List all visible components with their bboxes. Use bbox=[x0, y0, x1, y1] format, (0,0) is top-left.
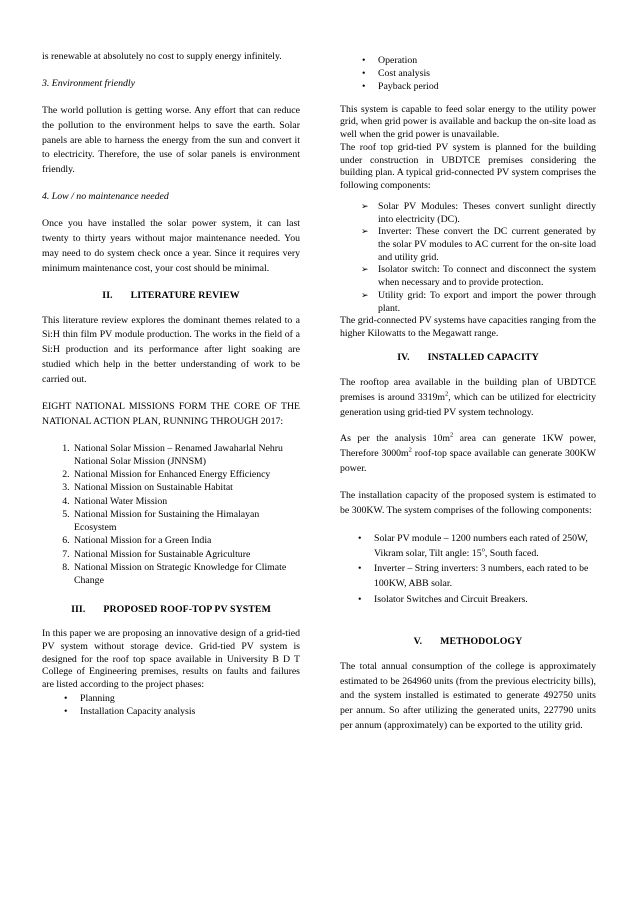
installation-components-list bbox=[340, 531, 596, 607]
paragraph-low-maintenance: Once you have installed the solar power system, it can last twenty to thirty years without major maintenance needed. You may need to do system check once a year. Since it requires very minimum maintenance cost, your cost should be minimal. bbox=[42, 218, 300, 274]
section-number: III. bbox=[71, 604, 86, 616]
section-title: METHODOLOGY bbox=[440, 635, 523, 647]
section-heading-literature-review bbox=[42, 289, 300, 304]
paragraph-missions-heading: EIGHT NATIONAL MISSIONS FORM THE CORE OF THE NATIONAL ACTION PLAN, RUNNING THROUGH 2017: bbox=[42, 401, 300, 427]
list-item: • Operation bbox=[378, 54, 596, 67]
list-item: ➢ Isolator switch: To connect and disconnect the system when necessary and to provide protection. bbox=[378, 264, 596, 289]
paragraph-rooftop-area: The rooftop area available in the building plan of UBDTCE premises is around $3319m^2$, which can be utilized for electricity generation using grid-tied PV system technology. bbox=[340, 376, 596, 418]
list-item: ➢ Utility grid: To export and import the power through plant. bbox=[378, 290, 596, 315]
section-number: V. bbox=[413, 635, 423, 647]
phases-list-continued bbox=[340, 54, 596, 94]
list-item: 4. National Water Mission bbox=[72, 495, 300, 508]
paragraph-proposed-system: In this paper we are proposing an innovative design of a grid-tied PV system without storage device. Grid-tied PV system is designed for the roof top space available in University B D T College of Engineering premises, results on faults and failures are listed according to the project phases: bbox=[42, 628, 300, 691]
list-item: 2. National Mission for Enhanced Energy Efficiency bbox=[72, 468, 300, 481]
paragraph-system-capability: This system is capable to feed solar energy to the utility power grid, when grid power is available and backup the on-site load as well when the grid power is unavailable. bbox=[340, 103, 596, 141]
list-item: • Cost analysis bbox=[378, 67, 596, 80]
section-title: PROPOSED ROOF-TOP PV SYSTEM bbox=[103, 604, 271, 616]
missions-list bbox=[42, 442, 300, 587]
section-title: LITERATURE REVIEW bbox=[130, 289, 240, 301]
list-item: • Solar PV module – 1200 numbers each rated of 250W, Vikram solar, Tilt angle: 15$^o$, South faced. bbox=[374, 531, 596, 561]
paragraph-capacities: The grid-connected PV systems have capacities ranging from the higher Kilowatts to the Megawatt range. bbox=[340, 315, 596, 340]
list-item: 3. National Mission on Sustainable Habitat bbox=[72, 481, 300, 494]
list-item: 8. National Mission on Strategic Knowledge for Climate Change bbox=[72, 561, 300, 587]
list-item: • Inverter – String inverters: 3 numbers, each rated to be 100KW, ABB solar. bbox=[374, 561, 596, 591]
list-item: ➢ Inverter: These convert the DC current generated by the solar PV modules to AC current for the on-site load and utility grid. bbox=[378, 226, 596, 264]
list-item: 5. National Mission for Sustaining the Himalayan Ecosystem bbox=[72, 508, 300, 534]
right-column bbox=[340, 50, 596, 746]
list-item: • Payback period bbox=[378, 80, 596, 93]
list-item: • Installation Capacity analysis bbox=[80, 705, 300, 718]
list-item: 7. National Mission for Sustainable Agriculture bbox=[72, 548, 300, 561]
paragraph-rooftop-system: The roof top grid-tied PV system is planned for the building under construction in UBDTCE premises considering the building plan. A typical grid-connected PV system comprises the following components: bbox=[340, 141, 596, 192]
list-item: 1. National Solar Mission – Renamed Jawaharlal Nehru National Solar Mission (JNNSM) bbox=[72, 442, 300, 468]
paragraph-methodology: The total annual consumption of the college is approximately estimated to be 264960 units (from the previous electricity bills), and the system installed is estimated to generate 492750 units per annum. So after utilizing the generated units, 227790 units per annum (approximately) can be exported to the utility grid. bbox=[340, 660, 596, 732]
phases-list bbox=[42, 692, 300, 718]
section-heading-installed-capacity bbox=[340, 351, 596, 366]
list-item: • Planning bbox=[80, 692, 300, 705]
paragraph-analysis: As per the analysis $10m^2$ area can generate 1KW power, Therefore $3000m^2$ roof-top space available can generate 300KW power. bbox=[340, 432, 596, 475]
list-item: ➢ Solar PV Modules: Theses convert sunlight directly into electricity (DC). bbox=[378, 201, 596, 226]
components-list bbox=[340, 201, 596, 316]
subheading-environment-friendly: 3. Environment friendly bbox=[42, 77, 135, 89]
section-heading-methodology bbox=[340, 635, 596, 650]
left-column bbox=[42, 50, 300, 728]
section-number: II. bbox=[102, 289, 113, 301]
section-heading-proposed-system bbox=[42, 603, 300, 618]
paragraph-environment: The world pollution is getting worse. Any effort that can reduce the pollution to the environment helps to save the earth. Solar panels are able to harness the energy from the sun and convert it to electricity. Therefore, the use of solar panels is environment friendly. bbox=[42, 104, 300, 176]
list-item: 6. National Mission for a Green India bbox=[72, 534, 300, 547]
section-title: INSTALLED CAPACITY bbox=[427, 351, 539, 363]
list-item: • Isolator Switches and Circuit Breakers. bbox=[374, 592, 596, 607]
subheading-low-maintenance: 4. Low / no maintenance needed bbox=[42, 191, 169, 203]
paragraph-literature-review: This literature review explores the dominant themes related to a Si:H thin film PV module production. The works in the field of a Si:H production and its performance after light soaking are studied which help in the better understanding of work to be carried out. bbox=[42, 314, 300, 386]
paragraph-installation-capacity: The installation capacity of the proposed system is estimated to be 300KW. The system comprises of the following components: bbox=[340, 490, 596, 516]
paragraph-renewable: is renewable at absolutely no cost to supply energy infinitely. bbox=[42, 51, 282, 62]
section-number: IV. bbox=[397, 351, 410, 363]
